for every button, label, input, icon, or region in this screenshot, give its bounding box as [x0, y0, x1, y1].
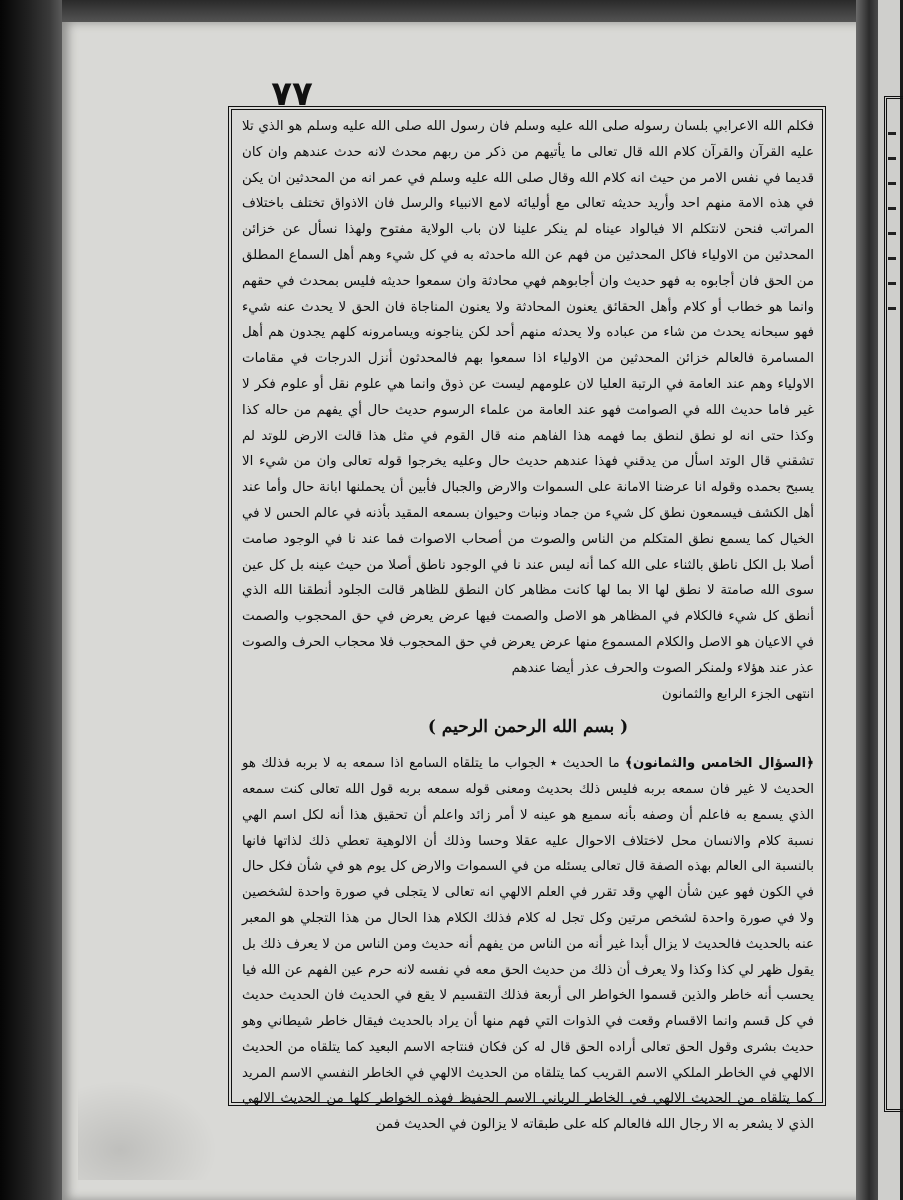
basmala-heading: ( بسم الله الرحمن الرحيم ): [427, 717, 629, 738]
question-paragraph: ﴿السؤال الخامس والثمانون﴾ ما الحديث ٭ الجواب ما يتلقاه السامع اذا سمعه به لا بربه فذلك هو الحديث لا غير فان سمعه بربه فليس ذلك بحديث ومعنى قوله سمعه بربه قول الله تعالى كنت سمعه الذي يسمع به فاعلم أن وصفه بأنه سميع هو عينه لا أمر زائد واعلم أن تحقيق هذا أنه لكل اسم الهي نسبة كلام والانسان محل لاختلاف الاحوال عليه عقلا وحسا وذلك أن الالوهية تعطي ذلك لذاتها فانها بالنسبة الى العالم بهذه الصفة قال تعالى يسئله من في السموات والارض كل يوم هو في شأن فكل حال في الكون فهو عين شأن الهي وقد تقرر في العلم الالهي انه تعالى لا يتجلى في صورة واحدة لشخصين ولا في صورة واحدة لشخص مرتين وكل تجل له كلام فذلك الكلام هذا الحال من هذا التجلي هو المعبر عنه بالحديث فالحديث لا يزال أبدا غير أنه من الناس من يفهم أنه حديث ومن الناس من لا يعرف ذلك بل يقول ظهر لي كذا وكذا ولا يعرف أن ذلك من حديث الحق معه في نفسه لانه حرم عين الفهم عن الله فيا يحسب أنه خاطر والذين قسموا الخواطر الى أربعة فذلك التقسيم لا يقع في الحديث فان الحديث حديث في كل قسم وانما الاقسام وقعت في الذوات التي فهم منها أن يراد بالحديث فيقال خاطر شيطاني وهو حديث بشرى وقول الحق تعالى أراده الحق قال له كن فكان فنتاجه الاسم البعيد كما يتلقاه من الحديث الالهي في الخاطر الملكي الاسم القريب كما يتلقاه من الحديث الالهي في الخاطر النفسي الاسم المريد كما يتلقاه من الحديث الالهي في الخاطر الرباني الاسم الحفيظ فهذه الخواطر كلها من الحديث الالهي الذي لا يشعر به الا رجال الله فالعالم كله على طبقاته لا يزالون في الحديث فمن: [242, 756, 815, 1133]
main-text: [238, 114, 818, 1133]
page-top-edge: [62, 0, 900, 24]
next-page-text-fragments: [886, 110, 898, 310]
page-smudge: [78, 1080, 218, 1180]
top-paragraph: فكلم الله الاعرابي بلسان رسوله صلى الله عليه وسلم فان رسول الله صلى الله عليه وسلم هو الذي تلا عليه القرآن والقرآن كلام الله قال تعالى ما يأتيهم من ذكر من ربهم محدث لانه حدث عندهم وان كان قديما في نفس الامر من حيث انه كلام الله وقال صلى الله عليه وسلم في عمر انه من المحدثين ان يكن في هذه الامة منهم احد وأريد حديثه تعالى مع أوليائه لامع الانبياء والرسل فان الاذواق تختلف باختلاف المراتب فنحن لانتكلم الا فيالواد عيناه لم ينكر علينا لان باب الولاية مفتوح ولهذا نسأل عن خزائن المحدثين من الاولياء فاكل المحدثين من فهم عن الله ماحدثه به في كل شيء وهم أهل السماع المطلق من الحق فان أجابوه به فهو حديث وان أجابوهم فهي محادثة وان سمعوا حديثه فليس بمحدث في حقهم وانما هو خطاب أو كلام وأهل الحقائق يعنون المحادثة ولا يعنون المناجاة فان الحق لا يحدث عنه شيء فهو سبحانه يحدث من شاء من عباده ولا يحدثه منهم أحد لكن يناجونه ويسامرونه كلهم يجدون هم أهل المسامرة فالعالم خزائن المحدثين من الاولياء اذا سمعوا بهم فالمحدثون أنزل الدرجات في مقامات الاولياء وهم عند العامة في الرتبة العليا لان علومهم ليست عن ذوق وانما هي علوم نقل أو علوم فكر لا غير فاما حديث الله في الصوامت فهو عند العامة من علماء الرسوم حديث حال أي يفهم من حاله كذا وكذا حتى انه لو نطق لنطق بما فهمه هذا الفاهم منه قال القوم في مثل هذا قالت الارض للوتد لم تشقني قال الوتد اسأل من يدقني فهذا عندهم حديث حال وعليه يخرجوا قوله تعالى وان من شيء الا يسبح بحمده وقوله انا عرضنا الامانة على السموات والارض والجبال فأبين أن يحملنها ابانة حال وأما عند أهل الكشف فيسمعون نطق كل شيء من جماد ونبات وحيوان بسمعه المقيد بأذنه في عالم الحس لا في الخيال كما يسمع نطق المتكلم من الناس والصوت من أصحاب الاصوات فما عند نا في الوجود صامت أصلا بل الكل ناطق بالثناء على الله كما أنه ليس عند نا في الوجود ناطق أصلا من حيث عينه بل كل عين سوى الله صامتة لا نطق لها الا بما لها كانت مظاهر كان النطق للظاهر قالت الجلود أنطقنا الله الذي أنطق كل شيء فالكلام في المظاهر هو الاصل والصمت فيها عرض يعرض في حق المحجوب والصمت في الاعيان هو الاصل والكلام المسموع منها عرض يعرض في حق المحجوب فلا محجاب الحرف والصوت عذر عند هؤلاء ولمنكر الصوت والحرف عذر أيضا عندهم: [242, 119, 814, 676]
part-end-note: انتهى الجزء الرابع والثمانون: [661, 686, 814, 702]
page-number: ٧٧: [271, 74, 313, 114]
book-gutter: [856, 0, 878, 1200]
scan-shadow-left: [0, 0, 62, 1200]
question-heading: ﴿السؤال الخامس والثمانون﴾: [625, 756, 815, 772]
answer-text: الجواب ما يتلقاه السامع اذا سمعه به لا بربه فذلك هو الحديث لا غير فان سمعه بربه فليس ذلك بحديث ومعنى قوله سمعه بربه قول الله تعالى كنت سمعه الذي يسمع به فاعلم أن وصفه بأنه سميع هو عينه لا أمر زائد واعلم أن تحقيق هذا أنه لكل اسم الهي نسبة كلام والانسان محل لاختلاف الاحوال عليه عقلا وحسا وذلك أن الالوهية تعطي ذلك لذاتها فانها بالنسبة الى العالم بهذه الصفة قال تعالى يسئله من في السموات والارض كل يوم هو في شأن فكل حال في الكون فهو عين شأن الهي وقد تقرر في العلم الالهي انه تعالى لا يتجلى في صورة واحدة لشخصين ولا في صورة واحدة لشخص مرتين وكل تجل له كلام فذلك الكلام هذا الحال من هذا التجلي هو المعبر عنه بالحديث فالحديث لا يزال أبدا غير أنه من الناس من يفهم أنه حديث ومن الناس من لا يعرف ذلك بل يقول ظهر لي كذا وكذا ولا يعرف أن ذلك من حديث الحق معه في نفسه لانه حرم عين الفهم عن الله فيا يحسب أنه خاطر والذين قسموا الخواطر الى أربعة فذلك التقسيم لا يقع في الحديث فان الحديث حديث في كل قسم وانما الاقسام وقعت في الذوات التي فهم منها أن يراد بالحديث فيقال خاطر شيطاني وهو حديث بشرى وقول الحق تعالى أراده الحق قال له كن فكان فنتاجه الاسم البعيد كما يتلقاه من الحديث الالهي في الخاطر الملكي الاسم القريب كما يتلقاه من الحديث الالهي في الخاطر النفسي الاسم المريد كما يتلقاه من الحديث الالهي في الخاطر الرباني الاسم الحفيظ فهذه الخواطر كلها من الحديث الالهي الذي لا يشعر به الا رجال الله فالعالم كله على طبقاته لا يزالون في الحديث فمن: [242, 756, 814, 1133]
question-text: ما الحديث: [562, 756, 620, 772]
